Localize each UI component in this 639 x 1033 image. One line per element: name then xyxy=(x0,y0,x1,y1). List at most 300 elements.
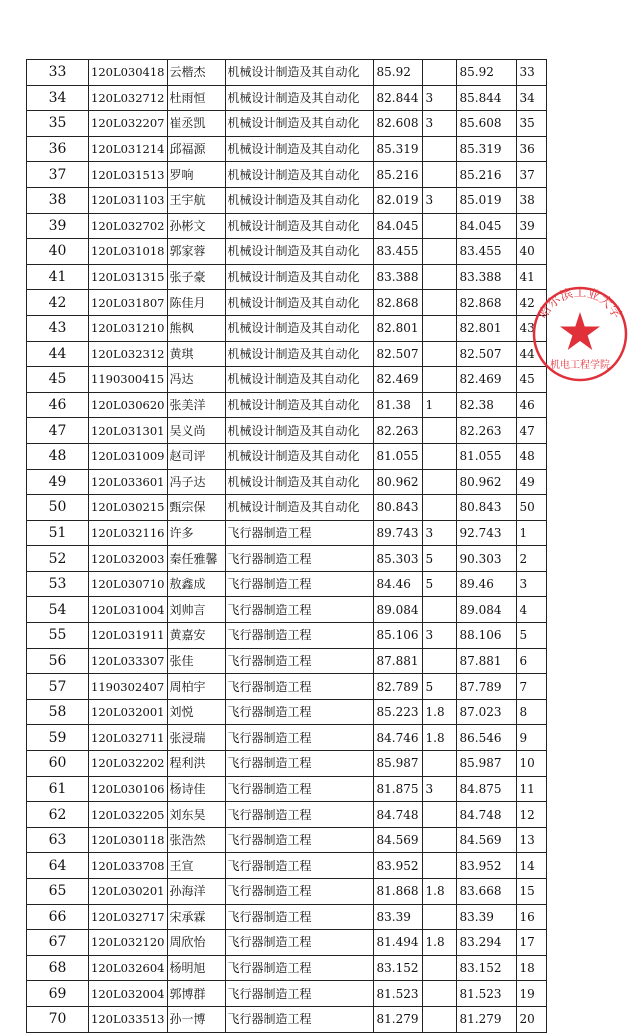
table-row xyxy=(27,264,547,290)
seal-star-icon xyxy=(560,312,600,350)
cell-seq: 57 xyxy=(27,674,89,700)
cell-major: 机械设计制造及其自动化 xyxy=(225,85,373,111)
cell-name: 陈佳月 xyxy=(167,290,225,316)
cell-bonus: 3 xyxy=(422,623,456,649)
cell-id: 120L030710 xyxy=(89,571,168,597)
cell-bonus: 5 xyxy=(422,674,456,700)
cell-name: 云楷杰 xyxy=(167,60,225,86)
cell-name: 孙彬文 xyxy=(167,213,225,239)
table-row xyxy=(27,751,547,777)
cell-rank: 6 xyxy=(516,648,546,674)
cell-id: 120L033307 xyxy=(89,648,168,674)
cell-rank: 48 xyxy=(516,443,546,469)
cell-seq: 66 xyxy=(27,904,89,930)
cell-bonus xyxy=(422,981,456,1007)
cell-seq: 49 xyxy=(27,469,89,495)
cell-major: 机械设计制造及其自动化 xyxy=(225,443,373,469)
table-row xyxy=(27,136,547,162)
cell-seq: 70 xyxy=(27,1006,89,1032)
cell-bonus xyxy=(422,264,456,290)
table-row xyxy=(27,546,547,572)
cell-score: 82.789 xyxy=(373,674,422,700)
cell-score: 84.46 xyxy=(373,571,422,597)
cell-rank: 17 xyxy=(516,930,546,956)
cell-rank: 7 xyxy=(516,674,546,700)
cell-id: 1190300415 xyxy=(89,367,168,393)
cell-id: 120L032717 xyxy=(89,904,168,930)
cell-bonus: 5 xyxy=(422,546,456,572)
table-row xyxy=(27,648,547,674)
cell-id: 120L033708 xyxy=(89,853,168,879)
cell-seq: 48 xyxy=(27,443,89,469)
cell-major: 飞行器制造工程 xyxy=(225,955,373,981)
cell-name: 孙海洋 xyxy=(167,879,225,905)
cell-name: 宋承霖 xyxy=(167,904,225,930)
cell-rank: 11 xyxy=(516,776,546,802)
cell-bonus: 3 xyxy=(422,85,456,111)
cell-bonus xyxy=(422,239,456,265)
cell-bonus: 1.8 xyxy=(422,699,456,725)
cell-name: 郭家蓉 xyxy=(167,239,225,265)
cell-total: 80.843 xyxy=(456,495,516,521)
cell-name: 杨诗佳 xyxy=(167,776,225,802)
cell-bonus: 3 xyxy=(422,187,456,213)
cell-rank: 18 xyxy=(516,955,546,981)
cell-seq: 59 xyxy=(27,725,89,751)
cell-name: 赵司评 xyxy=(167,443,225,469)
cell-total: 89.084 xyxy=(456,597,516,623)
cell-bonus xyxy=(422,1006,456,1032)
cell-id: 120L032202 xyxy=(89,751,168,777)
cell-name: 张子豪 xyxy=(167,264,225,290)
cell-score: 82.608 xyxy=(373,111,422,137)
cell-id: 120L031911 xyxy=(89,623,168,649)
table-row xyxy=(27,879,547,905)
cell-seq: 36 xyxy=(27,136,89,162)
university-seal xyxy=(530,284,630,384)
cell-name: 甄宗保 xyxy=(167,495,225,521)
cell-total: 92.743 xyxy=(456,520,516,546)
cell-seq: 41 xyxy=(27,264,89,290)
cell-id: 120L030418 xyxy=(89,60,168,86)
cell-major: 飞行器制造工程 xyxy=(225,981,373,1007)
cell-id: 120L031513 xyxy=(89,162,168,188)
table-row xyxy=(27,904,547,930)
cell-id: 120L031210 xyxy=(89,315,168,341)
table-row xyxy=(27,776,547,802)
cell-bonus xyxy=(422,213,456,239)
cell-id: 120L031315 xyxy=(89,264,168,290)
table-row xyxy=(27,981,547,1007)
cell-id: 120L033513 xyxy=(89,1006,168,1032)
cell-id: 120L032604 xyxy=(89,955,168,981)
cell-bonus xyxy=(422,341,456,367)
cell-id: 120L030118 xyxy=(89,827,168,853)
cell-rank: 19 xyxy=(516,981,546,1007)
cell-name: 刘悦 xyxy=(167,699,225,725)
table-row xyxy=(27,955,547,981)
cell-name: 周柏宇 xyxy=(167,674,225,700)
cell-total: 83.152 xyxy=(456,955,516,981)
table-row xyxy=(27,341,547,367)
cell-bonus xyxy=(422,955,456,981)
cell-score: 85.92 xyxy=(373,60,422,86)
cell-major: 飞行器制造工程 xyxy=(225,776,373,802)
cell-score: 85.223 xyxy=(373,699,422,725)
cell-name: 黄琪 xyxy=(167,341,225,367)
table-row xyxy=(27,674,547,700)
cell-major: 机械设计制造及其自动化 xyxy=(225,213,373,239)
cell-rank: 47 xyxy=(516,418,546,444)
cell-rank: 50 xyxy=(516,495,546,521)
table-row xyxy=(27,239,547,265)
cell-id: 120L032001 xyxy=(89,699,168,725)
cell-total: 87.881 xyxy=(456,648,516,674)
cell-rank: 44 xyxy=(516,341,546,367)
cell-bonus xyxy=(422,751,456,777)
cell-id: 120L032702 xyxy=(89,213,168,239)
cell-seq: 60 xyxy=(27,751,89,777)
cell-name: 罗响 xyxy=(167,162,225,188)
cell-rank: 12 xyxy=(516,802,546,828)
cell-id: 120L030201 xyxy=(89,879,168,905)
cell-rank: 4 xyxy=(516,597,546,623)
cell-id: 120L031018 xyxy=(89,239,168,265)
table-row xyxy=(27,827,547,853)
table-row xyxy=(27,930,547,956)
cell-seq: 69 xyxy=(27,981,89,1007)
cell-seq: 34 xyxy=(27,85,89,111)
cell-total: 85.608 xyxy=(456,111,516,137)
cell-seq: 43 xyxy=(27,315,89,341)
cell-score: 89.743 xyxy=(373,520,422,546)
cell-bonus: 1.8 xyxy=(422,930,456,956)
cell-major: 飞行器制造工程 xyxy=(225,930,373,956)
cell-id: 120L033601 xyxy=(89,469,168,495)
cell-seq: 63 xyxy=(27,827,89,853)
cell-score: 83.388 xyxy=(373,264,422,290)
cell-rank: 3 xyxy=(516,571,546,597)
cell-score: 81.523 xyxy=(373,981,422,1007)
cell-name: 程利洪 xyxy=(167,751,225,777)
cell-major: 机械设计制造及其自动化 xyxy=(225,136,373,162)
cell-name: 邱福源 xyxy=(167,136,225,162)
cell-id: 120L030215 xyxy=(89,495,168,521)
table-row xyxy=(27,418,547,444)
cell-seq: 68 xyxy=(27,955,89,981)
cell-major: 飞行器制造工程 xyxy=(225,674,373,700)
cell-major: 机械设计制造及其自动化 xyxy=(225,367,373,393)
cell-bonus: 3 xyxy=(422,111,456,137)
cell-score: 82.801 xyxy=(373,315,422,341)
cell-name: 张佳 xyxy=(167,648,225,674)
cell-total: 90.303 xyxy=(456,546,516,572)
table-row xyxy=(27,597,547,623)
cell-major: 飞行器制造工程 xyxy=(225,699,373,725)
table-row xyxy=(27,315,547,341)
cell-seq: 64 xyxy=(27,853,89,879)
cell-major: 机械设计制造及其自动化 xyxy=(225,418,373,444)
cell-score: 85.106 xyxy=(373,623,422,649)
cell-total: 84.875 xyxy=(456,776,516,802)
cell-seq: 44 xyxy=(27,341,89,367)
cell-major: 飞行器制造工程 xyxy=(225,571,373,597)
cell-major: 机械设计制造及其自动化 xyxy=(225,111,373,137)
cell-total: 83.455 xyxy=(456,239,516,265)
cell-seq: 38 xyxy=(27,187,89,213)
cell-bonus xyxy=(422,136,456,162)
cell-seq: 45 xyxy=(27,367,89,393)
cell-total: 82.469 xyxy=(456,367,516,393)
cell-rank: 20 xyxy=(516,1006,546,1032)
table-row xyxy=(27,367,547,393)
cell-bonus xyxy=(422,60,456,86)
cell-score: 83.455 xyxy=(373,239,422,265)
table-row xyxy=(27,520,547,546)
cell-major: 飞行器制造工程 xyxy=(225,802,373,828)
cell-major: 飞行器制造工程 xyxy=(225,623,373,649)
cell-score: 82.263 xyxy=(373,418,422,444)
cell-bonus: 1.8 xyxy=(422,725,456,751)
cell-seq: 33 xyxy=(27,60,89,86)
cell-rank: 36 xyxy=(516,136,546,162)
cell-id: 120L030106 xyxy=(89,776,168,802)
cell-seq: 39 xyxy=(27,213,89,239)
cell-total: 84.569 xyxy=(456,827,516,853)
cell-total: 85.844 xyxy=(456,85,516,111)
cell-bonus xyxy=(422,443,456,469)
cell-total: 84.045 xyxy=(456,213,516,239)
cell-bonus: 1.8 xyxy=(422,879,456,905)
cell-rank: 37 xyxy=(516,162,546,188)
cell-major: 飞行器制造工程 xyxy=(225,725,373,751)
cell-seq: 35 xyxy=(27,111,89,137)
score-table xyxy=(26,59,547,1033)
cell-bonus: 5 xyxy=(422,571,456,597)
cell-name: 张浩然 xyxy=(167,827,225,853)
cell-rank: 39 xyxy=(516,213,546,239)
cell-total: 89.46 xyxy=(456,571,516,597)
cell-id: 120L032004 xyxy=(89,981,168,1007)
table-row xyxy=(27,60,547,86)
cell-name: 许多 xyxy=(167,520,225,546)
table-row xyxy=(27,111,547,137)
cell-id: 120L031301 xyxy=(89,418,168,444)
cell-id: 120L030620 xyxy=(89,392,168,418)
cell-name: 郭博群 xyxy=(167,981,225,1007)
cell-id: 120L032712 xyxy=(89,85,168,111)
cell-name: 敖鑫成 xyxy=(167,571,225,597)
cell-total: 82.507 xyxy=(456,341,516,367)
cell-major: 飞行器制造工程 xyxy=(225,520,373,546)
cell-score: 80.962 xyxy=(373,469,422,495)
cell-score: 82.507 xyxy=(373,341,422,367)
cell-total: 86.546 xyxy=(456,725,516,751)
cell-total: 83.952 xyxy=(456,853,516,879)
cell-score: 85.987 xyxy=(373,751,422,777)
cell-score: 81.38 xyxy=(373,392,422,418)
cell-rank: 40 xyxy=(516,239,546,265)
cell-score: 85.216 xyxy=(373,162,422,188)
cell-major: 飞行器制造工程 xyxy=(225,648,373,674)
table-row xyxy=(27,699,547,725)
cell-seq: 53 xyxy=(27,571,89,597)
table-row xyxy=(27,469,547,495)
table-row xyxy=(27,1006,547,1032)
cell-bonus xyxy=(422,648,456,674)
cell-seq: 56 xyxy=(27,648,89,674)
cell-id: 120L032207 xyxy=(89,111,168,137)
table-row xyxy=(27,853,547,879)
cell-score: 82.469 xyxy=(373,367,422,393)
cell-rank: 33 xyxy=(516,60,546,86)
cell-rank: 43 xyxy=(516,315,546,341)
cell-total: 85.019 xyxy=(456,187,516,213)
cell-score: 84.748 xyxy=(373,802,422,828)
cell-seq: 62 xyxy=(27,802,89,828)
table-row xyxy=(27,85,547,111)
cell-major: 机械设计制造及其自动化 xyxy=(225,315,373,341)
cell-major: 飞行器制造工程 xyxy=(225,879,373,905)
cell-major: 飞行器制造工程 xyxy=(225,751,373,777)
cell-rank: 41 xyxy=(516,264,546,290)
cell-id: 120L032003 xyxy=(89,546,168,572)
cell-rank: 1 xyxy=(516,520,546,546)
cell-total: 83.39 xyxy=(456,904,516,930)
cell-total: 85.319 xyxy=(456,136,516,162)
cell-id: 120L031009 xyxy=(89,443,168,469)
table-row xyxy=(27,571,547,597)
table-body xyxy=(27,60,547,1033)
cell-major: 机械设计制造及其自动化 xyxy=(225,187,373,213)
cell-score: 83.152 xyxy=(373,955,422,981)
cell-rank: 38 xyxy=(516,187,546,213)
cell-seq: 67 xyxy=(27,930,89,956)
table-row xyxy=(27,162,547,188)
cell-major: 机械设计制造及其自动化 xyxy=(225,290,373,316)
cell-rank: 5 xyxy=(516,623,546,649)
cell-rank: 35 xyxy=(516,111,546,137)
cell-id: 120L032205 xyxy=(89,802,168,828)
cell-major: 飞行器制造工程 xyxy=(225,1006,373,1032)
cell-name: 秦任雅馨 xyxy=(167,546,225,572)
cell-seq: 50 xyxy=(27,495,89,521)
cell-score: 85.303 xyxy=(373,546,422,572)
cell-score: 81.055 xyxy=(373,443,422,469)
cell-id: 120L032120 xyxy=(89,930,168,956)
cell-seq: 61 xyxy=(27,776,89,802)
cell-id: 120L031807 xyxy=(89,290,168,316)
cell-name: 刘东昊 xyxy=(167,802,225,828)
table-row xyxy=(27,213,547,239)
cell-seq: 42 xyxy=(27,290,89,316)
table-row xyxy=(27,623,547,649)
table-row xyxy=(27,187,547,213)
cell-bonus xyxy=(422,367,456,393)
cell-score: 82.844 xyxy=(373,85,422,111)
cell-name: 王宇航 xyxy=(167,187,225,213)
cell-total: 81.523 xyxy=(456,981,516,1007)
cell-major: 机械设计制造及其自动化 xyxy=(225,239,373,265)
cell-total: 87.789 xyxy=(456,674,516,700)
cell-bonus xyxy=(422,315,456,341)
cell-name: 冯达 xyxy=(167,367,225,393)
cell-total: 82.38 xyxy=(456,392,516,418)
cell-rank: 14 xyxy=(516,853,546,879)
cell-score: 82.868 xyxy=(373,290,422,316)
cell-major: 机械设计制造及其自动化 xyxy=(225,264,373,290)
cell-id: 1190302407 xyxy=(89,674,168,700)
cell-major: 机械设计制造及其自动化 xyxy=(225,495,373,521)
cell-major: 机械设计制造及其自动化 xyxy=(225,341,373,367)
cell-major: 飞行器制造工程 xyxy=(225,904,373,930)
cell-score: 87.881 xyxy=(373,648,422,674)
cell-rank: 34 xyxy=(516,85,546,111)
cell-bonus xyxy=(422,469,456,495)
table-row xyxy=(27,392,547,418)
cell-total: 87.023 xyxy=(456,699,516,725)
cell-seq: 58 xyxy=(27,699,89,725)
cell-score: 81.875 xyxy=(373,776,422,802)
cell-bonus xyxy=(422,802,456,828)
cell-bonus: 3 xyxy=(422,520,456,546)
cell-bonus xyxy=(422,418,456,444)
cell-total: 88.106 xyxy=(456,623,516,649)
cell-rank: 46 xyxy=(516,392,546,418)
cell-bonus xyxy=(422,597,456,623)
cell-name: 冯子达 xyxy=(167,469,225,495)
cell-score: 82.019 xyxy=(373,187,422,213)
cell-seq: 65 xyxy=(27,879,89,905)
cell-score: 81.279 xyxy=(373,1006,422,1032)
table-row xyxy=(27,495,547,521)
cell-name: 刘帅言 xyxy=(167,597,225,623)
table-row xyxy=(27,290,547,316)
cell-major: 机械设计制造及其自动化 xyxy=(225,392,373,418)
cell-rank: 49 xyxy=(516,469,546,495)
cell-rank: 15 xyxy=(516,879,546,905)
cell-id: 120L032116 xyxy=(89,520,168,546)
cell-major: 飞行器制造工程 xyxy=(225,597,373,623)
cell-total: 81.279 xyxy=(456,1006,516,1032)
seal-outer-text: 哈尔滨工业大学 xyxy=(535,284,625,321)
cell-bonus: 3 xyxy=(422,776,456,802)
cell-total: 85.92 xyxy=(456,60,516,86)
cell-id: 120L032312 xyxy=(89,341,168,367)
cell-seq: 46 xyxy=(27,392,89,418)
table-row xyxy=(27,802,547,828)
cell-total: 82.801 xyxy=(456,315,516,341)
cell-bonus xyxy=(422,827,456,853)
cell-seq: 47 xyxy=(27,418,89,444)
cell-score: 80.843 xyxy=(373,495,422,521)
cell-id: 120L032711 xyxy=(89,725,168,751)
cell-name: 张美洋 xyxy=(167,392,225,418)
cell-bonus xyxy=(422,495,456,521)
cell-name: 黄嘉安 xyxy=(167,623,225,649)
cell-rank: 9 xyxy=(516,725,546,751)
cell-total: 85.216 xyxy=(456,162,516,188)
cell-seq: 51 xyxy=(27,520,89,546)
cell-name: 周欣怡 xyxy=(167,930,225,956)
cell-id: 120L031004 xyxy=(89,597,168,623)
table-row xyxy=(27,443,547,469)
cell-total: 81.055 xyxy=(456,443,516,469)
cell-score: 84.746 xyxy=(373,725,422,751)
cell-bonus xyxy=(422,904,456,930)
cell-name: 杜雨恒 xyxy=(167,85,225,111)
cell-major: 飞行器制造工程 xyxy=(225,827,373,853)
